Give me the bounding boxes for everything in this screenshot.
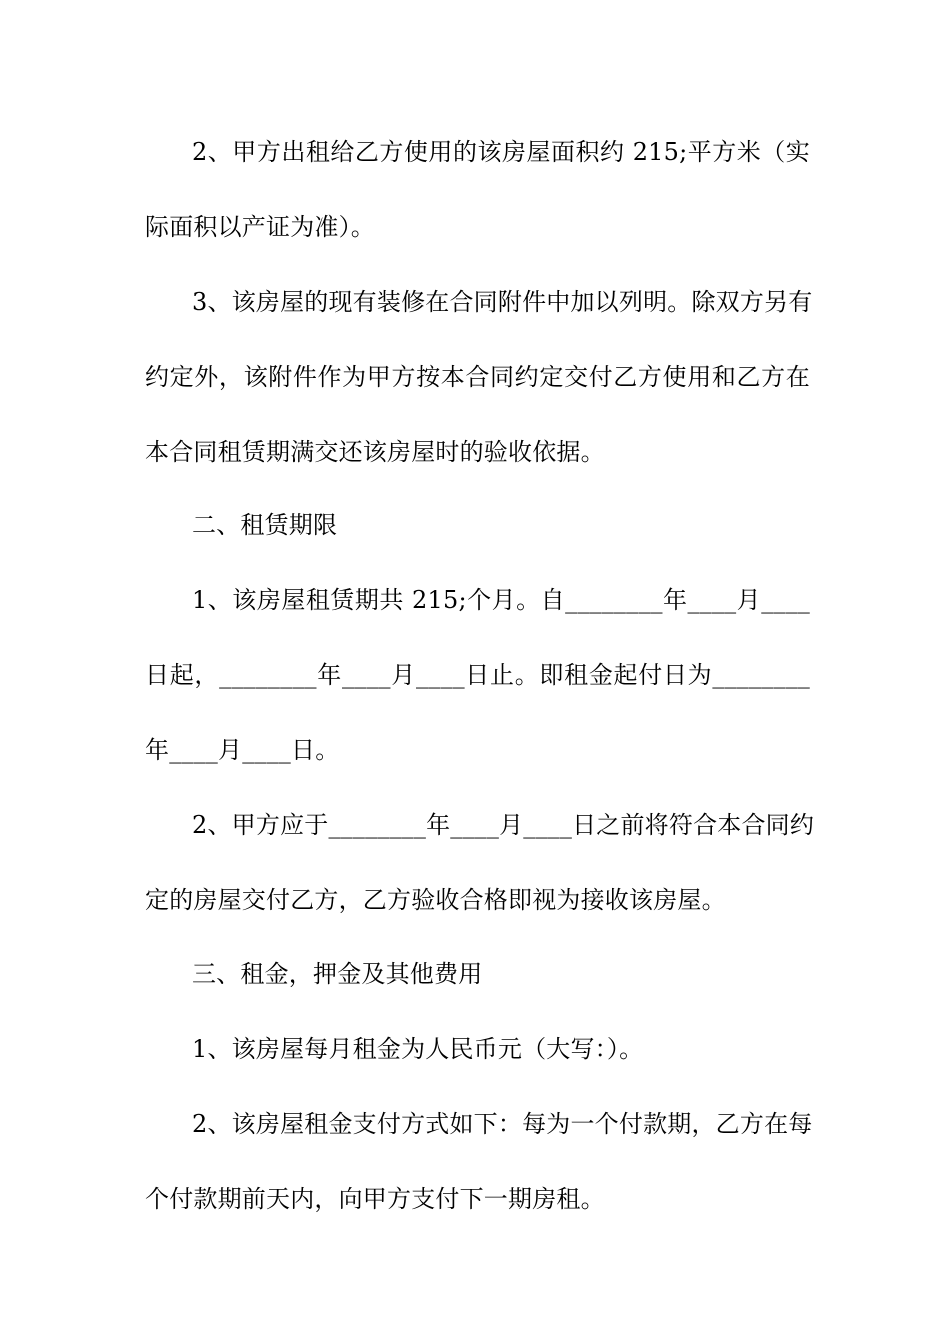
clause-2-line-1: 2、甲方出租给乙方使用的该房屋面积约 215;平方米（实 (192, 138, 810, 166)
lease-term-1-line-3: 年____月____日。 (145, 736, 340, 764)
lease-term-2-line-1: 2、甲方应于________年____月____日之前将符合本合同约 (192, 811, 815, 839)
section-heading-lease-term: 二、租赁期限 (192, 511, 338, 539)
section-heading-rent-deposit: 三、租金，押金及其他费用 (192, 960, 483, 988)
rent-2-line-1: 2、该房屋租金支付方式如下：每为一个付款期，乙方在每 (192, 1110, 813, 1138)
rent-2-line-2: 个付款期前天内，向甲方支付下一期房租。 (145, 1185, 605, 1213)
rent-1-line: 1、该房屋每月租金为人民币元（大写：）。 (192, 1035, 644, 1063)
lease-term-1-line-2: 日起，________年____月____日止。即租金起付日为________ (145, 661, 810, 689)
clause-2-line-2: 际面积以产证为准）。 (145, 213, 375, 241)
clause-3-line-3: 本合同租赁期满交还该房屋时的验收依据。 (145, 438, 605, 466)
lease-term-1-line-1: 1、该房屋租赁期共 215;个月。自________年____月____ (192, 586, 810, 614)
lease-term-2-line-2: 定的房屋交付乙方，乙方验收合格即视为接收该房屋。 (145, 886, 726, 914)
clause-3-line-2: 约定外，该附件作为甲方按本合同约定交付乙方使用和乙方在 (145, 363, 810, 391)
clause-3-line-1: 3、该房屋的现有装修在合同附件中加以列明。除双方另有 (192, 288, 813, 316)
